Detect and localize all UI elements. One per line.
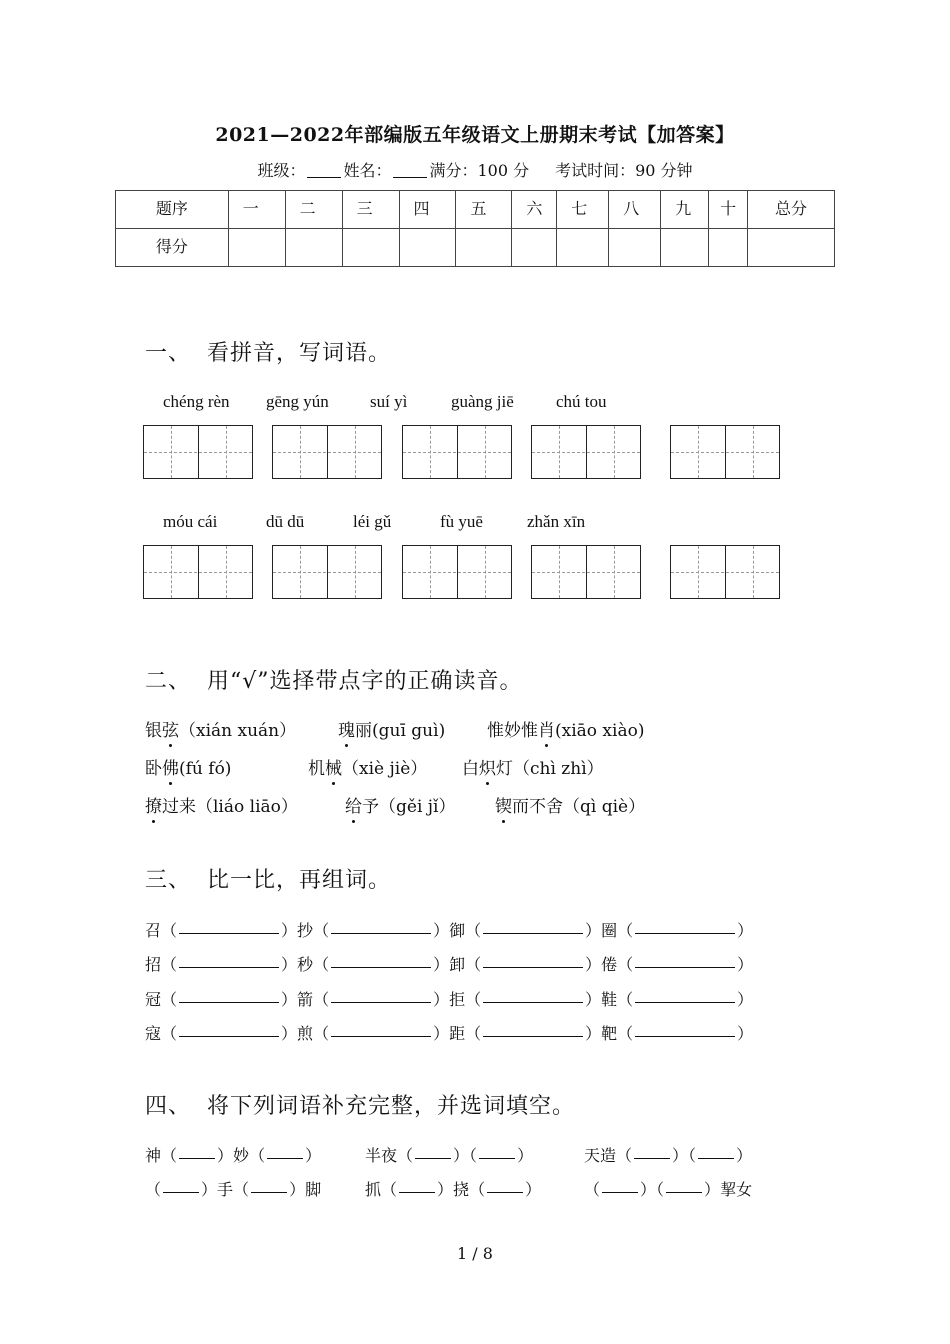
compare-row: 招（ ）秒（ ）卸（ ）倦（ ） (145, 955, 754, 974)
pinyin: chéng rèn (163, 392, 230, 411)
score-cell[interactable] (285, 229, 342, 267)
score-cell[interactable] (228, 229, 285, 267)
dotted-char: 械 (325, 754, 342, 779)
writing-grid[interactable] (402, 425, 512, 479)
answer-blank[interactable] (415, 1158, 451, 1159)
writing-grid[interactable] (143, 545, 253, 599)
answer-blank[interactable] (179, 1036, 279, 1037)
answer-blank[interactable] (666, 1192, 702, 1193)
idiom-item: 半夜（ ）（ ） (365, 1146, 534, 1165)
idiom-item: （ ）手（ ）脚 (145, 1180, 322, 1199)
class-blank[interactable] (307, 177, 341, 178)
dotted-char: 撩 (145, 792, 162, 817)
writing-grid[interactable] (272, 545, 382, 599)
writing-grid[interactable] (531, 545, 641, 599)
score-header-cell: 三 (342, 191, 399, 229)
score-header-cell: 八 (609, 191, 661, 229)
idiom-item: 天造（ ）（ ） (584, 1146, 753, 1165)
dotted-char: 肖 (538, 716, 555, 741)
name-blank[interactable] (393, 177, 427, 178)
score-table-score-row (116, 229, 835, 267)
answer-blank[interactable] (331, 967, 431, 968)
pinyin: chú tou (556, 392, 607, 411)
name-label: 姓名： (343, 161, 392, 180)
reading-item: 卧佛(fú fó) (145, 754, 231, 779)
writing-grid[interactable] (670, 545, 780, 599)
writing-grid[interactable] (272, 425, 382, 479)
answer-blank[interactable] (179, 1158, 215, 1159)
answer-blank[interactable] (487, 1192, 523, 1193)
answer-blank[interactable] (483, 1002, 583, 1003)
dotted-char: 佛 (162, 754, 179, 779)
answer-blank[interactable] (698, 1158, 734, 1159)
answer-blank[interactable] (331, 1002, 431, 1003)
score-cell[interactable] (661, 229, 709, 267)
answer-blank[interactable] (479, 1158, 515, 1159)
section4-heading: 四、 将下列词语补充完整，并选词填空。 (145, 1094, 576, 1119)
page-title: 2021—2022年部编版五年级语文上册期末考试【加答案】 (215, 124, 735, 146)
answer-blank[interactable] (483, 1036, 583, 1037)
dotted-char: 瑰 (338, 716, 355, 741)
score-cell[interactable] (748, 229, 835, 267)
score-header-cell: 九 (661, 191, 709, 229)
score-header-cell: 七 (557, 191, 609, 229)
score-cell[interactable] (709, 229, 748, 267)
pinyin: gēng yún (266, 392, 329, 411)
answer-blank[interactable] (634, 1158, 670, 1159)
page-number: 1 / 8 (457, 1244, 493, 1263)
score-cell[interactable] (342, 229, 399, 267)
score-table (115, 190, 835, 267)
idiom-item: （ ）（ ）挈女 (584, 1180, 753, 1199)
score-cell[interactable] (512, 229, 557, 267)
reading-item: 机械（xiè jiè） (308, 754, 427, 779)
section2-heading: 二、 用“√”选择带点字的正确读音。 (145, 669, 523, 694)
reading-item: 给予（gěi jǐ） (345, 792, 456, 817)
pinyin: móu cái (163, 512, 218, 531)
dotted-char: 炽 (479, 754, 496, 779)
reading-item: 惟妙惟肖(xiāo xiào) (487, 716, 644, 741)
pinyin: zhǎn xīn (527, 512, 586, 531)
score-header-cell: 总分 (748, 191, 835, 229)
score-header-cell: 一 (228, 191, 285, 229)
pinyin: guàng jiē (451, 392, 514, 411)
full-score: 满分：100 分 (429, 161, 530, 180)
idiom-item: 抓（ ）挠（ ） (365, 1180, 542, 1199)
score-header-cell: 四 (399, 191, 456, 229)
answer-blank[interactable] (483, 967, 583, 968)
exam-info (0, 158, 950, 181)
reading-item: 瑰丽(guī guì) (338, 716, 445, 741)
score-header-cell: 五 (456, 191, 512, 229)
score-cell[interactable] (557, 229, 609, 267)
dotted-char: 弦 (162, 716, 179, 741)
score-cell[interactable] (609, 229, 661, 267)
score-header-cell: 六 (512, 191, 557, 229)
pinyin: suí yì (370, 392, 408, 411)
pinyin: léi gǔ (353, 512, 392, 531)
score-header-cell: 题序 (116, 191, 229, 229)
answer-blank[interactable] (179, 1002, 279, 1003)
writing-grid[interactable] (402, 545, 512, 599)
reading-item: 银弦（xián xuán） (145, 716, 296, 741)
compare-row: 寇（ ）煎（ ）距（ ）靶（ ） (145, 1024, 754, 1043)
pinyin: fù yuē (440, 512, 483, 531)
idiom-item: 神（ ）妙（ ） (145, 1146, 322, 1165)
writing-grid[interactable] (143, 425, 253, 479)
answer-blank[interactable] (331, 1036, 431, 1037)
answer-blank[interactable] (635, 1036, 735, 1037)
dotted-char: 给 (345, 792, 362, 817)
score-header-cell: 二 (285, 191, 342, 229)
answer-blank[interactable] (483, 933, 583, 934)
answer-blank[interactable] (179, 967, 279, 968)
score-table-header-row (116, 191, 835, 229)
answer-blank[interactable] (635, 967, 735, 968)
class-label: 班级： (257, 161, 306, 180)
answer-blank[interactable] (331, 933, 431, 934)
writing-grid[interactable] (670, 425, 780, 479)
pinyin: dū dū (266, 512, 305, 531)
answer-blank[interactable] (602, 1192, 638, 1193)
answer-blank[interactable] (267, 1158, 303, 1159)
answer-blank[interactable] (635, 1002, 735, 1003)
section3-heading: 三、 比一比，再组词。 (145, 868, 392, 893)
answer-blank[interactable] (163, 1192, 199, 1193)
compare-row: 召（ ）抄（ ）御（ ）圈（ ） (145, 921, 754, 940)
answer-blank[interactable] (251, 1192, 287, 1193)
answer-blank[interactable] (179, 933, 279, 934)
answer-blank[interactable] (399, 1192, 435, 1193)
compare-row: 冠（ ）箭（ ）拒（ ）鞋（ ） (145, 990, 754, 1009)
dotted-char: 锲 (495, 792, 512, 817)
section1-heading: 一、 看拼音，写词语。 (145, 341, 392, 366)
score-cell[interactable] (456, 229, 512, 267)
reading-item: 白炽灯（chì zhì） (462, 754, 604, 779)
answer-blank[interactable] (635, 933, 735, 934)
exam-time: 考试时间：90 分钟 (555, 161, 693, 180)
score-header-cell: 十 (709, 191, 748, 229)
score-row-label: 得分 (116, 229, 229, 267)
score-cell[interactable] (399, 229, 456, 267)
reading-item: 锲而不舍（qì qiè） (495, 792, 645, 817)
writing-grid[interactable] (531, 425, 641, 479)
reading-item: 撩过来（liáo liāo） (145, 792, 298, 817)
